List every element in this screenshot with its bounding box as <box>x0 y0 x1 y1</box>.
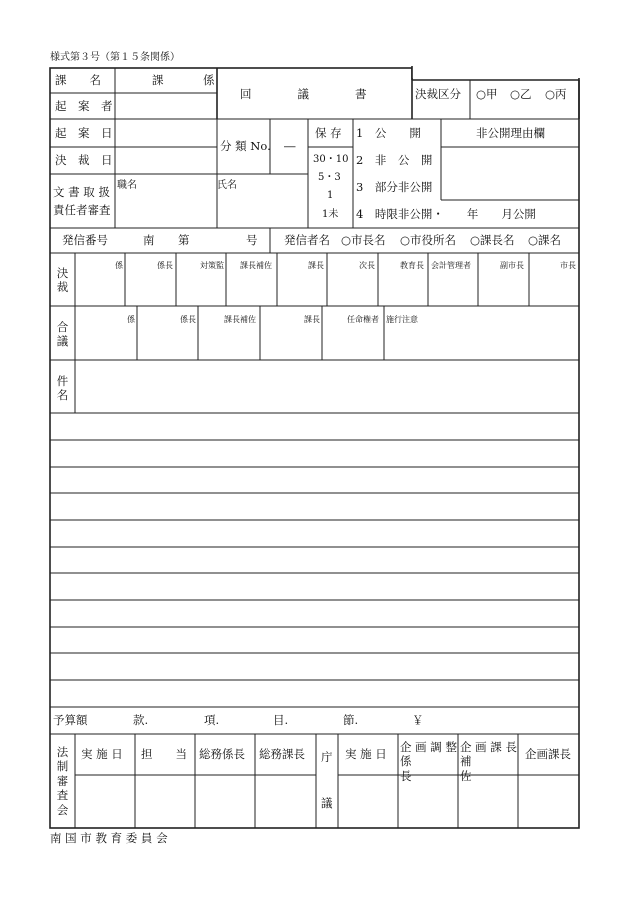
sender-number-label: 発信番号 <box>62 233 108 247</box>
legal-review-label: 法制審査会 <box>56 745 69 817</box>
consult-label: 合議 <box>56 320 69 349</box>
decision-option-c[interactable]: ○丙 <box>545 87 567 101</box>
sender-name-label: 発信者名 <box>284 233 330 247</box>
approval-label: 決裁 <box>56 266 69 295</box>
consult-col-caution: 施行注意 <box>386 315 418 324</box>
subsection-label: 係 <box>203 73 215 87</box>
legal-col-general-section: 総務課長 <box>259 747 305 761</box>
subject-label: 件名 <box>56 374 69 403</box>
retention-value-4: 1未 <box>322 209 339 220</box>
budget-moku: 目. <box>273 713 289 727</box>
section-name-label: 課 名 <box>55 73 101 87</box>
consult-col-section-chief: 課長 <box>304 315 320 324</box>
doc-handler-label-2: 責任者審査 <box>53 203 111 217</box>
legal2-col-planning-section: 企画課長 <box>525 747 571 761</box>
budget-yen: ￥ <box>412 713 424 727</box>
decision-class-label: 決裁区分 <box>415 87 461 101</box>
retention-value-3: 1 <box>327 190 334 201</box>
sender-number-go: 号 <box>246 233 258 247</box>
consult-col-staff: 係 <box>127 315 135 324</box>
office-label-top: 庁 <box>321 750 333 764</box>
approval-col-staff: 係 <box>115 261 123 270</box>
approval-col-deputy: 課長補佐 <box>240 261 272 270</box>
drafter-label: 起 案 者 <box>55 99 113 113</box>
approval-col-vice-mayor: 副市長 <box>500 261 524 270</box>
approval-col-section-chief: 課長 <box>308 261 324 270</box>
approval-col-taisakukan: 対策監 <box>200 261 224 270</box>
consult-col-appointer: 任命権者 <box>347 315 379 324</box>
approval-col-mayor: 市長 <box>560 261 576 270</box>
sender-option-cityhall[interactable]: ○市役所名 <box>400 233 457 247</box>
budget-kan: 款. <box>133 713 149 727</box>
sender-option-chief[interactable]: ○課長名 <box>470 233 515 247</box>
legal-col-general-chief: 総務係長 <box>199 747 245 761</box>
sender-number-prefix: 南 <box>143 233 155 247</box>
footer-org: 南 国 市 教 育 委 員 会 <box>50 831 168 845</box>
decision-option-a[interactable]: ○甲 <box>476 87 498 101</box>
retention-value-1: 30・10 <box>313 154 349 165</box>
legal-col-owner: 担 当 <box>141 747 187 761</box>
sender-option-mayor[interactable]: ○市長名 <box>341 233 386 247</box>
disclosure-option-4[interactable]: 4 時限非公開・ 年 月公開 <box>356 207 536 221</box>
form-number: 様式第３号（第１５条関係） <box>50 52 180 63</box>
retention-label: 保 存 <box>315 126 342 140</box>
budget-kou: 項. <box>204 713 220 727</box>
consult-col-chief: 係長 <box>180 315 196 324</box>
legal2-col-date: 実 施 日 <box>345 747 387 761</box>
approval-col-superintendent: 教育長 <box>400 261 424 270</box>
approval-col-chief: 係長 <box>157 261 173 270</box>
draft-date-label: 起 案 日 <box>55 126 113 140</box>
name-label: 氏名 <box>217 180 237 191</box>
legal2-col-planning-chief: 企 画 調 整 係 長 <box>400 740 457 783</box>
budget-setsu: 節. <box>343 713 359 727</box>
class-no-dash: ― <box>284 139 296 153</box>
document-title: 回 議 書 <box>240 87 367 101</box>
sender-number-dai: 第 <box>178 233 190 247</box>
office-label-bottom: 議 <box>321 796 333 810</box>
class-no-label: 分 類 No. <box>220 139 271 153</box>
doc-handler-label-1: 文 書 取 扱 <box>53 185 110 199</box>
budget-label: 予算額 <box>53 713 88 727</box>
decision-option-b[interactable]: ○乙 <box>510 87 532 101</box>
disclosure-option-3[interactable]: 3 部分非公開 <box>356 180 433 194</box>
position-label: 職名 <box>117 180 137 191</box>
section-label: 課 <box>152 73 164 87</box>
sender-option-section[interactable]: ○課名 <box>528 233 562 247</box>
retention-value-2: 5・3 <box>318 172 341 183</box>
approval-col-accounting: 会計管理者 <box>431 261 471 270</box>
nondisclosure-reason-label: 非公開理由欄 <box>476 126 545 140</box>
legal2-col-planning-deputy: 企 画 課 長 補 佐 <box>460 740 517 783</box>
legal-col-date: 実 施 日 <box>81 747 123 761</box>
disclosure-option-1[interactable]: 1 公 開 <box>356 126 421 140</box>
disclosure-option-2[interactable]: 2 非 公 開 <box>356 153 433 167</box>
decision-date-label: 決 裁 日 <box>55 153 113 167</box>
approval-col-jicho: 次長 <box>359 261 375 270</box>
consult-col-deputy: 課長補佐 <box>224 315 256 324</box>
